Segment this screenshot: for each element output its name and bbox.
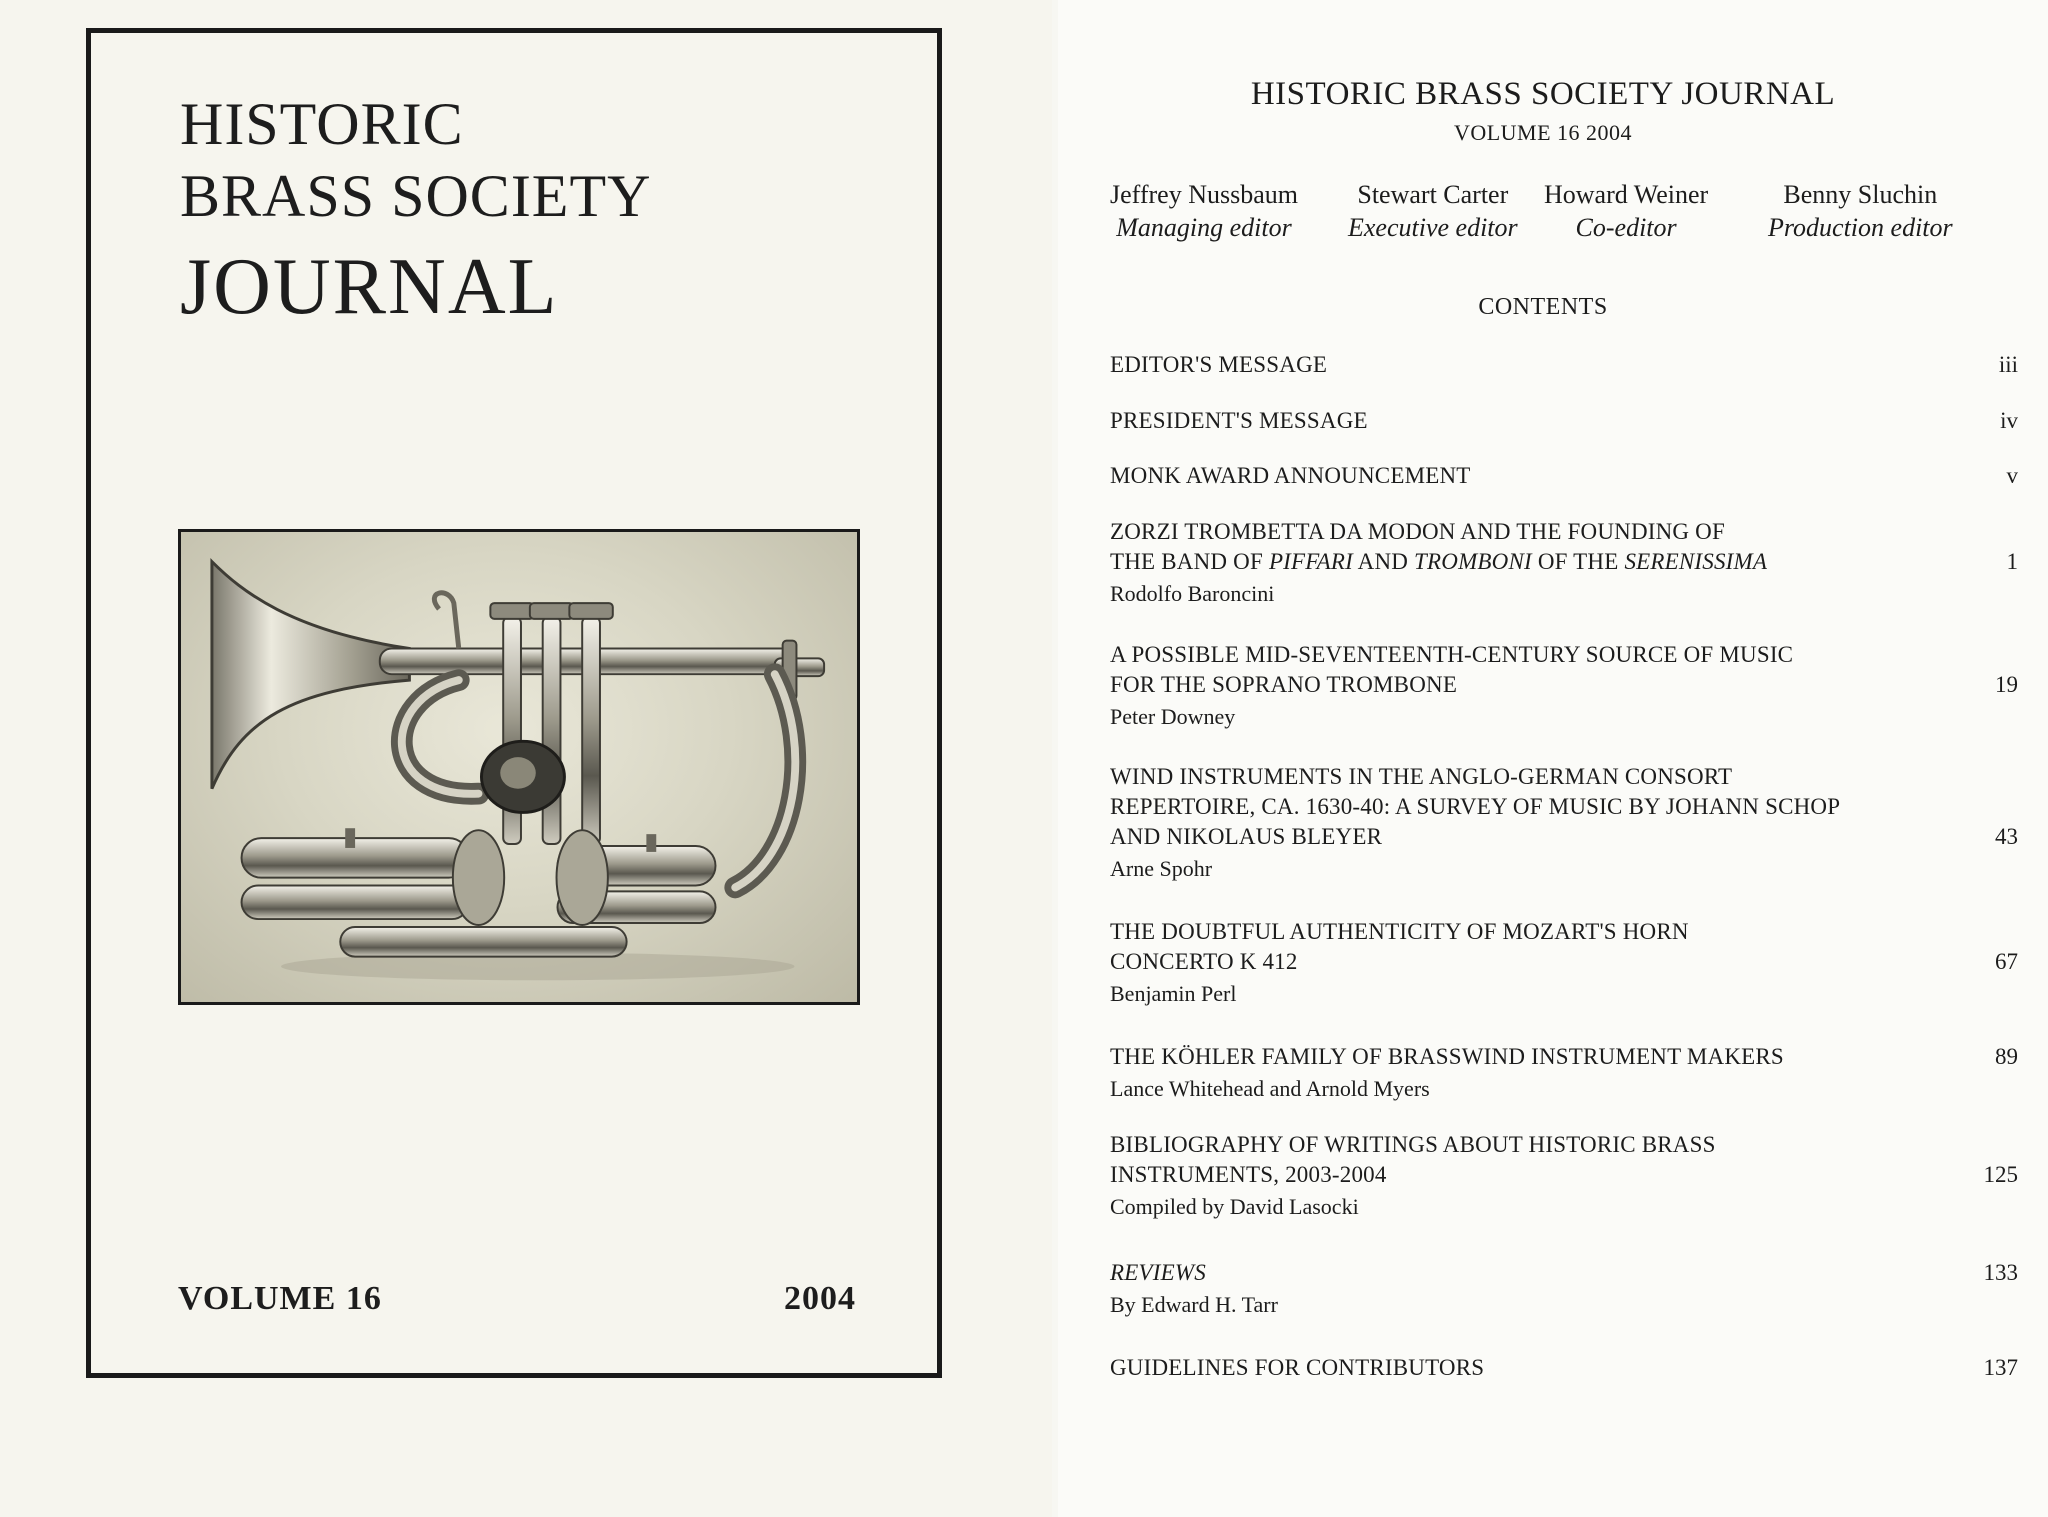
toc-page: 89 (1995, 1044, 2018, 1069)
toc-author: Compiled by David Lasocki (1110, 1194, 1359, 1219)
toc-title: THE KÖHLER FAMILY OF BRASSWIND INSTRUMENT MAKERS (1110, 1044, 1784, 1069)
editor-name: Howard Weiner (1544, 180, 1709, 209)
toc-page: 1 (2006, 549, 2018, 574)
toc-title: PRESIDENT'S MESSAGE (1110, 408, 1368, 433)
toc-entry[interactable] (1110, 640, 2018, 734)
toc-title-line-2: THE BAND OF PIFFARI AND TROMBONI OF THE SERENISSIMA (1110, 549, 1768, 574)
editor-name: Jeffrey Nussbaum (1110, 180, 1298, 209)
editor-role: Executive editor (1348, 213, 1518, 242)
editor-role: Production editor (1768, 213, 1953, 242)
editor-name: Stewart Carter (1357, 180, 1509, 209)
editor-co (1544, 178, 1708, 244)
toc-author: Arne Spohr (1110, 856, 1213, 881)
cover-title (180, 88, 651, 342)
toc-title-line-2: CONCERTO K 412 (1110, 949, 1298, 974)
toc-entry[interactable] (1110, 762, 2018, 886)
cover-year: 2004 (784, 1280, 856, 1317)
toc-page: iii (1998, 352, 2018, 377)
toc-page: 19 (1995, 672, 2018, 697)
toc-page: 125 (1983, 1162, 2018, 1187)
editor-production (1768, 178, 1953, 244)
cover-title-line-3: JOURNAL (180, 243, 559, 331)
toc-page: iv (2000, 408, 2018, 433)
cornet-photo (178, 529, 860, 1005)
toc-title: BIBLIOGRAPHY OF WRITINGS ABOUT HISTORIC BRASS (1110, 1132, 1716, 1157)
toc-page: 133 (1983, 1260, 2018, 1285)
toc-title: THE DOUBTFUL AUTHENTICITY OF MOZART'S HORN (1110, 919, 1689, 944)
toc-page: 137 (1983, 1355, 2018, 1380)
toc-title-line-2: FOR THE SOPRANO TROMBONE (1110, 672, 1458, 697)
cover-title-line-1: HISTORIC (180, 91, 464, 157)
toc-title: EDITOR'S MESSAGE (1110, 352, 1328, 377)
toc-title-line-3: AND NIKOLAUS BLEYER (1110, 824, 1383, 849)
toc-author: By Edward H. Tarr (1110, 1292, 1278, 1317)
toc-page: 67 (1995, 949, 2018, 974)
toc-title: GUIDELINES FOR CONTRIBUTORS (1110, 1355, 1485, 1380)
editor-role: Co-editor (1575, 213, 1677, 242)
toc-entry[interactable] (1110, 1353, 2018, 1383)
toc-entry[interactable] (1110, 1258, 2018, 1322)
contents-page (1058, 0, 2048, 1517)
toc-entry[interactable] (1110, 406, 2018, 436)
toc-title: REVIEWS (1110, 1260, 1206, 1285)
toc-page: v (2006, 463, 2018, 488)
editor-role: Managing editor (1116, 213, 1292, 242)
toc-entry[interactable] (1110, 517, 2018, 611)
editor-name: Benny Sluchin (1783, 180, 1938, 209)
editor-executive (1348, 178, 1518, 244)
toc-entry[interactable] (1110, 1042, 2018, 1106)
toc-title-line-2: REPERTOIRE, CA. 1630-40: A SURVEY OF MUSIC BY JOHANN SCHOP (1110, 794, 1841, 819)
journal-title: HISTORIC BRASS SOCIETY JOURNAL (1250, 76, 1836, 112)
cover-volume: VOLUME 16 (178, 1280, 382, 1317)
cover-title-line-2: BRASS SOCIETY (180, 163, 652, 229)
toc-title: ZORZI TROMBETTA DA MODON AND THE FOUNDING OF (1110, 519, 1725, 544)
toc-entry[interactable] (1110, 350, 2018, 380)
editor-managing (1110, 178, 1298, 244)
toc-author: Peter Downey (1110, 704, 1236, 729)
toc-title-line-2: INSTRUMENTS, 2003-2004 (1110, 1162, 1387, 1187)
toc-entry[interactable] (1110, 917, 2018, 1011)
toc-entry[interactable] (1110, 461, 2018, 491)
toc-entry[interactable] (1110, 1130, 2018, 1224)
toc-author: Lance Whitehead and Arnold Myers (1110, 1076, 1430, 1101)
cornet-instrument-icon (181, 532, 857, 1002)
volume-year: VOLUME 16 2004 (1453, 120, 1633, 145)
toc-title: WIND INSTRUMENTS IN THE ANGLO-GERMAN CONSORT (1110, 764, 1733, 789)
toc-page: 43 (1995, 824, 2018, 849)
toc-title: A POSSIBLE MID-SEVENTEENTH-CENTURY SOURCE OF MUSIC (1110, 642, 1794, 667)
toc-author: Benjamin Perl (1110, 981, 1237, 1006)
contents-heading: CONTENTS (1478, 294, 1608, 320)
toc-author: Rodolfo Baroncini (1110, 581, 1275, 606)
toc-title: MONK AWARD ANNOUNCEMENT (1110, 463, 1471, 488)
